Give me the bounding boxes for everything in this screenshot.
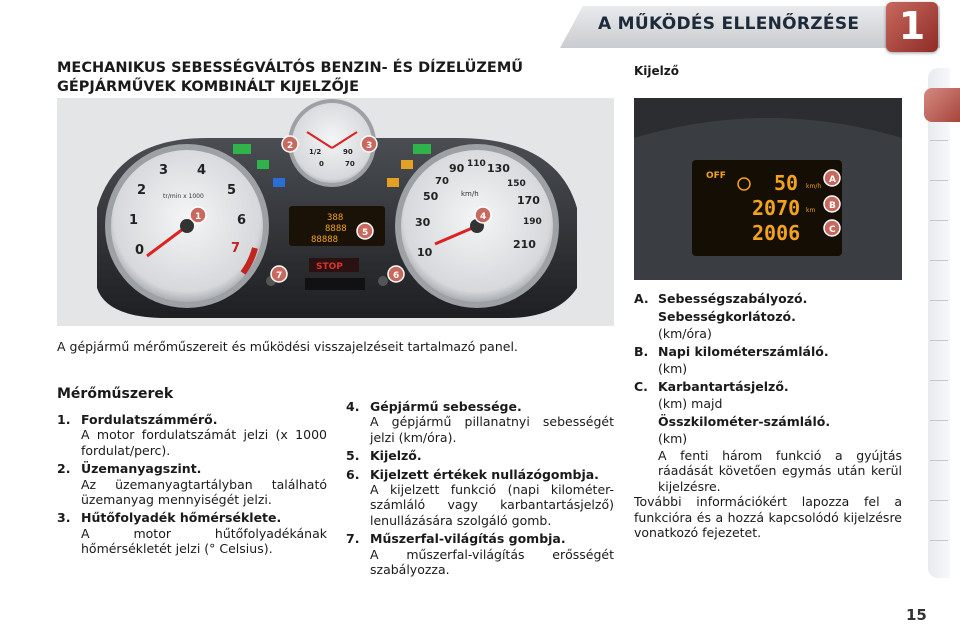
callout-3: 3 <box>366 141 373 151</box>
tacho-tick: 3 <box>159 163 169 178</box>
callout-2: 2 <box>287 141 294 151</box>
tachometer-dial <box>105 144 269 308</box>
speed-tick: 150 <box>507 179 526 189</box>
legend-unit: (km/óra) <box>658 326 712 341</box>
list-item-number: 4. <box>346 399 360 414</box>
tab-divider <box>930 540 948 541</box>
list-item-number: 7. <box>346 531 360 547</box>
legend-item-b <box>634 343 902 361</box>
tacho-tick: 0 <box>135 243 145 258</box>
callout-a: A <box>829 175 836 185</box>
tacho-tick: 4 <box>197 163 207 178</box>
side-tab-rail <box>928 68 950 578</box>
list-item <box>346 467 614 529</box>
list-item-number: 1. <box>57 412 71 427</box>
callout-1: 1 <box>195 212 202 222</box>
instrument-list-middle <box>346 399 614 580</box>
tab-divider <box>930 380 948 381</box>
chapter-title: A MŰKÖDÉS ELLENŐRZÉSE <box>598 14 860 34</box>
lcd-line: 88888 <box>311 235 339 245</box>
list-item <box>57 412 327 458</box>
legend-title: Sebességszabályozó. <box>658 291 808 306</box>
figure-caption: A gépjármű mérőműszereit és működési visszajelzéseit tartalmazó panel. <box>57 339 518 354</box>
side-tab-active <box>924 88 960 122</box>
list-item-title: Kijelző. <box>370 448 422 464</box>
lcd-line: 388 <box>327 213 344 223</box>
turn-left-indicator-icon <box>233 144 251 154</box>
list-item-desc: A motor fordulatszámát jelzi (x 1000 fordulat/perc). <box>81 427 327 458</box>
list-item-number: 6. <box>346 466 360 482</box>
speed-tick: 90 <box>449 162 465 175</box>
legend-title: Karbantartásjelző. <box>658 378 789 394</box>
list-item <box>57 461 327 507</box>
display-row-value: 2006 <box>752 221 801 245</box>
speed-tick: 30 <box>415 216 431 229</box>
display-closeup-image <box>634 98 902 280</box>
tacho-tick: 7 <box>231 241 241 256</box>
speed-tick: 190 <box>523 217 542 227</box>
display-row-unit: km <box>806 207 816 214</box>
turn-right-indicator-icon <box>413 144 431 154</box>
speed-tick: 70 <box>435 176 449 187</box>
tacho-tick: 2 <box>137 183 147 198</box>
list-item <box>346 531 614 577</box>
tacho-tick: 1 <box>129 213 139 228</box>
list-item-desc: A motor hűtőfolyadékának hőmérsékletét jelzi (° Celsius). <box>81 525 327 557</box>
callout-5: 5 <box>362 228 369 238</box>
off-label: OFF <box>706 171 726 181</box>
page-title: MECHANIKUS SEBESSÉGVÁLTÓS BENZIN- ÉS DÍZELÜZEMŰ GÉPJÁRMŰVEK KOMBINÁLT KIJELZŐJE <box>57 60 524 95</box>
legend-letter: C. <box>634 378 648 394</box>
speed-tick: 50 <box>423 190 439 203</box>
warning-lamp-icon <box>387 178 399 187</box>
display-row-unit: km/h <box>806 183 822 190</box>
legend-item-c <box>634 378 902 396</box>
stop-label: STOP <box>316 262 343 272</box>
tacho-unit: tr/min x 1000 <box>163 193 204 200</box>
speed-tick: 170 <box>517 194 540 207</box>
list-item-desc: A gépjármű pillanatnyi sebességét jelzi (km/óra). <box>370 414 614 445</box>
legend-unit: (km) majd <box>658 396 723 411</box>
page-number: 15 <box>906 606 927 624</box>
list-item-title: Fordulatszámmérő. <box>81 412 218 427</box>
legend-footer: További információkért lapozza fel a funkcióra és a hozzá kapcsolódó kijelzésre vonatkozó fejezetet. <box>634 494 902 540</box>
display-row-value: 50 <box>774 171 799 195</box>
list-item <box>346 448 614 463</box>
callout-b: B <box>829 201 836 211</box>
list-item-desc: A műszerfal-világítás erősségét szabályozza. <box>370 546 614 578</box>
lcd-line: 8888 <box>325 224 347 234</box>
list-item <box>346 399 614 445</box>
speed-unit: km/h <box>461 190 479 198</box>
temp-mark: 90 <box>343 148 353 156</box>
fuel-mark: 0 <box>319 160 324 168</box>
list-item-number: 3. <box>57 510 71 526</box>
tab-divider <box>930 260 948 261</box>
legend-item-a <box>634 290 902 308</box>
callout-7: 7 <box>276 271 283 281</box>
high-beam-icon <box>273 178 285 187</box>
callout-4: 4 <box>480 212 487 222</box>
legend-title: Napi kilométerszámláló. <box>658 343 829 359</box>
tab-divider <box>930 500 948 501</box>
tab-divider <box>930 180 948 181</box>
list-item-desc: A kijelzett funkció (napi kilométer-számláló vagy karbantartásjelző) lenullázására szolgáló gomb. <box>370 482 614 528</box>
section-heading: Mérőműszerek <box>57 386 174 402</box>
speedometer-dial <box>395 144 559 308</box>
legend-unit: (km) <box>658 431 688 446</box>
list-item-number: 5. <box>346 448 360 464</box>
callout-c: C <box>829 225 836 235</box>
callout-6: 6 <box>393 271 400 281</box>
instrument-list-left <box>57 412 327 560</box>
lamp-icon <box>257 160 269 169</box>
reset-button <box>378 276 388 286</box>
chapter-number: 1 <box>898 4 926 48</box>
tab-divider <box>930 220 948 221</box>
list-item-title: Üzemanyagszint. <box>81 461 202 477</box>
display-legend-list <box>634 290 902 541</box>
legend-desc: A fenti három funkció a gyújtás ráadását követően egymás után kerül kijelzésre. <box>658 447 902 494</box>
fuel-mark: 1/2 <box>309 148 322 156</box>
list-item-number: 2. <box>57 461 71 477</box>
speed-tick: 130 <box>487 162 510 175</box>
temp-mark: 70 <box>345 160 355 168</box>
legend-title: Összkilométer-számláló. <box>658 413 831 429</box>
tab-divider <box>930 460 948 461</box>
fog-lamp-icon <box>401 160 413 169</box>
tacho-tick: 5 <box>227 183 237 198</box>
speed-tick: 110 <box>467 159 486 169</box>
tab-divider <box>930 300 948 301</box>
list-item <box>57 510 327 556</box>
legend-title: Sebességkorlátozó. <box>658 308 796 324</box>
display-row-value: 2070 <box>752 196 801 220</box>
tacho-tick: 6 <box>237 213 247 228</box>
list-item-title: Hűtőfolyadék hőmérséklete. <box>81 510 282 526</box>
legend-letter: B. <box>634 343 649 359</box>
warning-row <box>305 278 365 290</box>
tab-divider <box>930 340 948 341</box>
list-item-desc: Az üzemanyagtartályban található üzemanyag mennyiségét jelzi. <box>81 476 327 508</box>
speed-tick: 10 <box>417 246 433 259</box>
tab-divider <box>930 420 948 421</box>
display-heading: Kijelző <box>634 64 680 78</box>
list-item-title: Gépjármű sebessége. <box>370 399 522 414</box>
list-item-title: Kijelzett értékek nullázógombja. <box>370 466 599 482</box>
legend-letter: A. <box>634 291 649 306</box>
tab-divider <box>930 140 948 141</box>
instrument-cluster-image <box>57 98 614 326</box>
speed-tick: 210 <box>513 238 536 251</box>
list-item-title: Műszerfal-világítás gombja. <box>370 531 566 547</box>
legend-unit: (km) <box>658 361 688 376</box>
